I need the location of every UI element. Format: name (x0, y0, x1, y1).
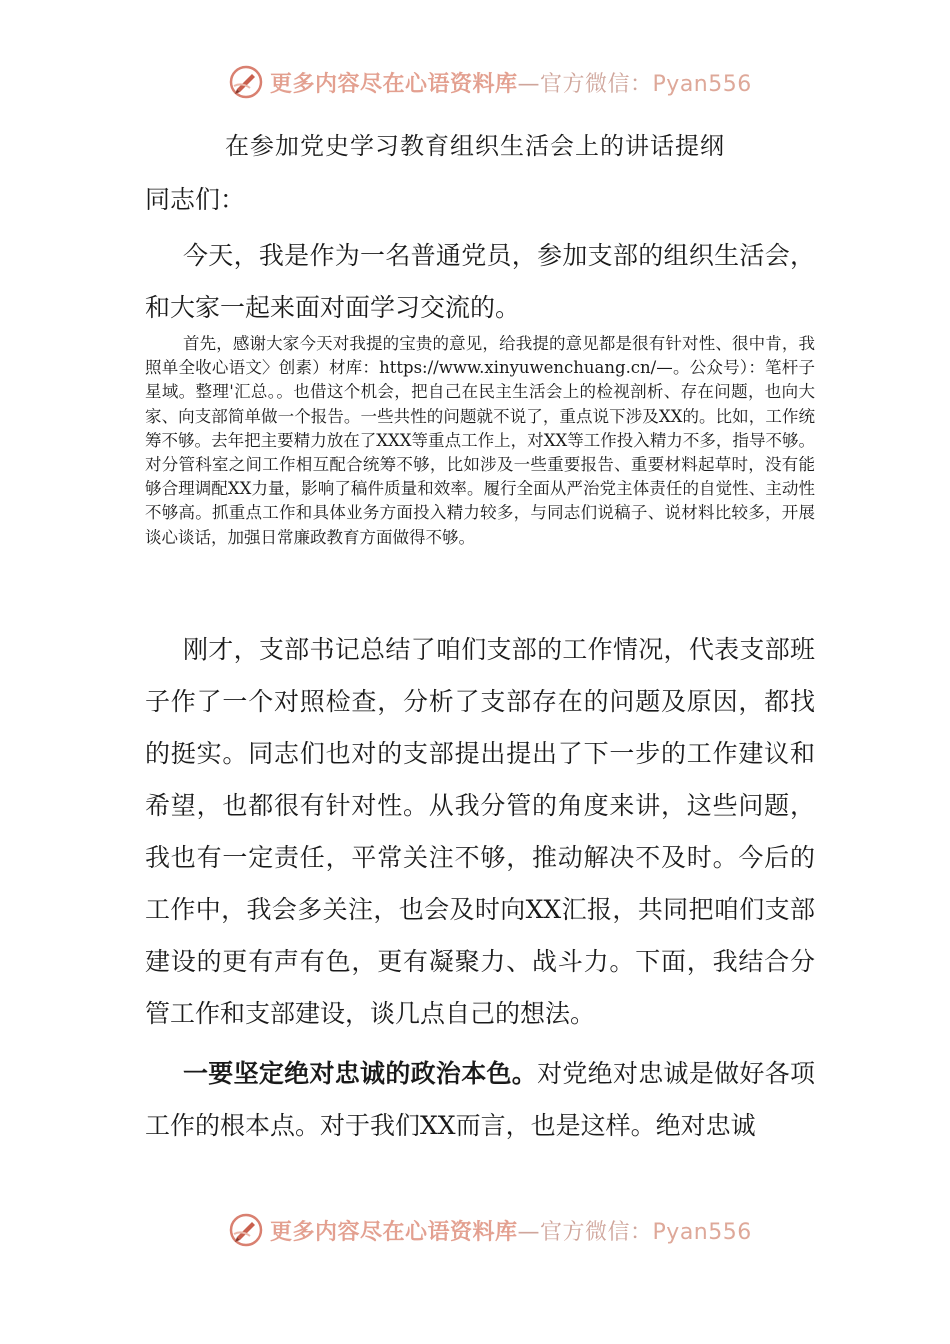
watermark-header (228, 62, 752, 102)
pen-logo-icon (228, 64, 264, 100)
document-title: 在参加党史学习教育组织生活会上的讲话提纲 (225, 132, 725, 160)
watermark-sub-text: 官方微信： (540, 1219, 653, 1245)
point-one-body: 对党绝对忠诚是做好各项工作的根本点。对于我们XX而言，也是这样。绝对忠诚 (145, 1059, 815, 1140)
paragraph-point-one (145, 1048, 815, 1152)
watermark-separator: — (517, 1219, 541, 1245)
salutation: 同志们： (145, 185, 246, 214)
paragraph-self-review: 首先，感谢大家今天对我提的宝贵的意见，给我提的意见都是很有针对性、很中肯，我照单全收心语文〉创素）材库：https://www.xinyuwenchuang.cn/—。公众号）：笔杆子星域。整理'汇总。。也借这个机会，把自己在民主生活会上的检视剖析、存在问题，也向大家、向支部简单做一个报告。一些共性的问题就不说了，重点说下涉及XX的。比如，工作统筹不够。去年把主要精力放在了XXX等重点工作上，对XX等工作投入精力不多，指导不够。对分管科室之间工作相互配合统筹不够，比如涉及一些重要报告、重要材料起草时，没有能够合理调配XX力量，影响了稿件质量和效率。履行全面从严治党主体责任的自觉性、主动性不够高。抓重点工作和具体业务方面投入精力较多，与同志们说稿子、说材料比较多，开展谈心谈话，加强日常廉政教育方面做得不够。 (145, 334, 815, 547)
watermark-main-text: 更多内容尽在心语资料库 (270, 71, 518, 97)
watermark-wechat-id: Pyan556 (652, 1219, 752, 1245)
paragraph-opening: 今天，我是作为一名普通党员，参加支部的组织生活会，和大家一起来面对面学习交流的。 (145, 241, 815, 322)
point-one-heading: 一要坚定绝对忠诚的政治本色。 (183, 1059, 538, 1088)
watermark-separator: — (517, 71, 541, 97)
watermark-wechat-id: Pyan556 (652, 71, 752, 97)
paragraph-branch-summary: 刚才，支部书记总结了咱们支部的工作情况，代表支部班子作了一个对照检查，分析了支部存在的问题及原因，都找的挺实。同志们也对的支部提出提出了下一步的工作建议和希望，也都很有针对性。从我分管的角度来讲，这些问题，我也有一定责任，平常关注不够，推动解决不及时。今后的工作中，我会多关注，也会及时向XX汇报，共同把咱们支部建设的更有声有色，更有凝聚力、战斗力。下面，我结合分管工作和支部建设，谈几点自己的想法。 (145, 635, 815, 1028)
pen-logo-icon (228, 1212, 264, 1248)
watermark-footer (228, 1210, 752, 1250)
watermark-sub-text: 官方微信： (540, 71, 653, 97)
watermark-text (270, 1215, 752, 1246)
watermark-main-text: 更多内容尽在心语资料库 (270, 1219, 518, 1245)
watermark-text (270, 67, 752, 98)
